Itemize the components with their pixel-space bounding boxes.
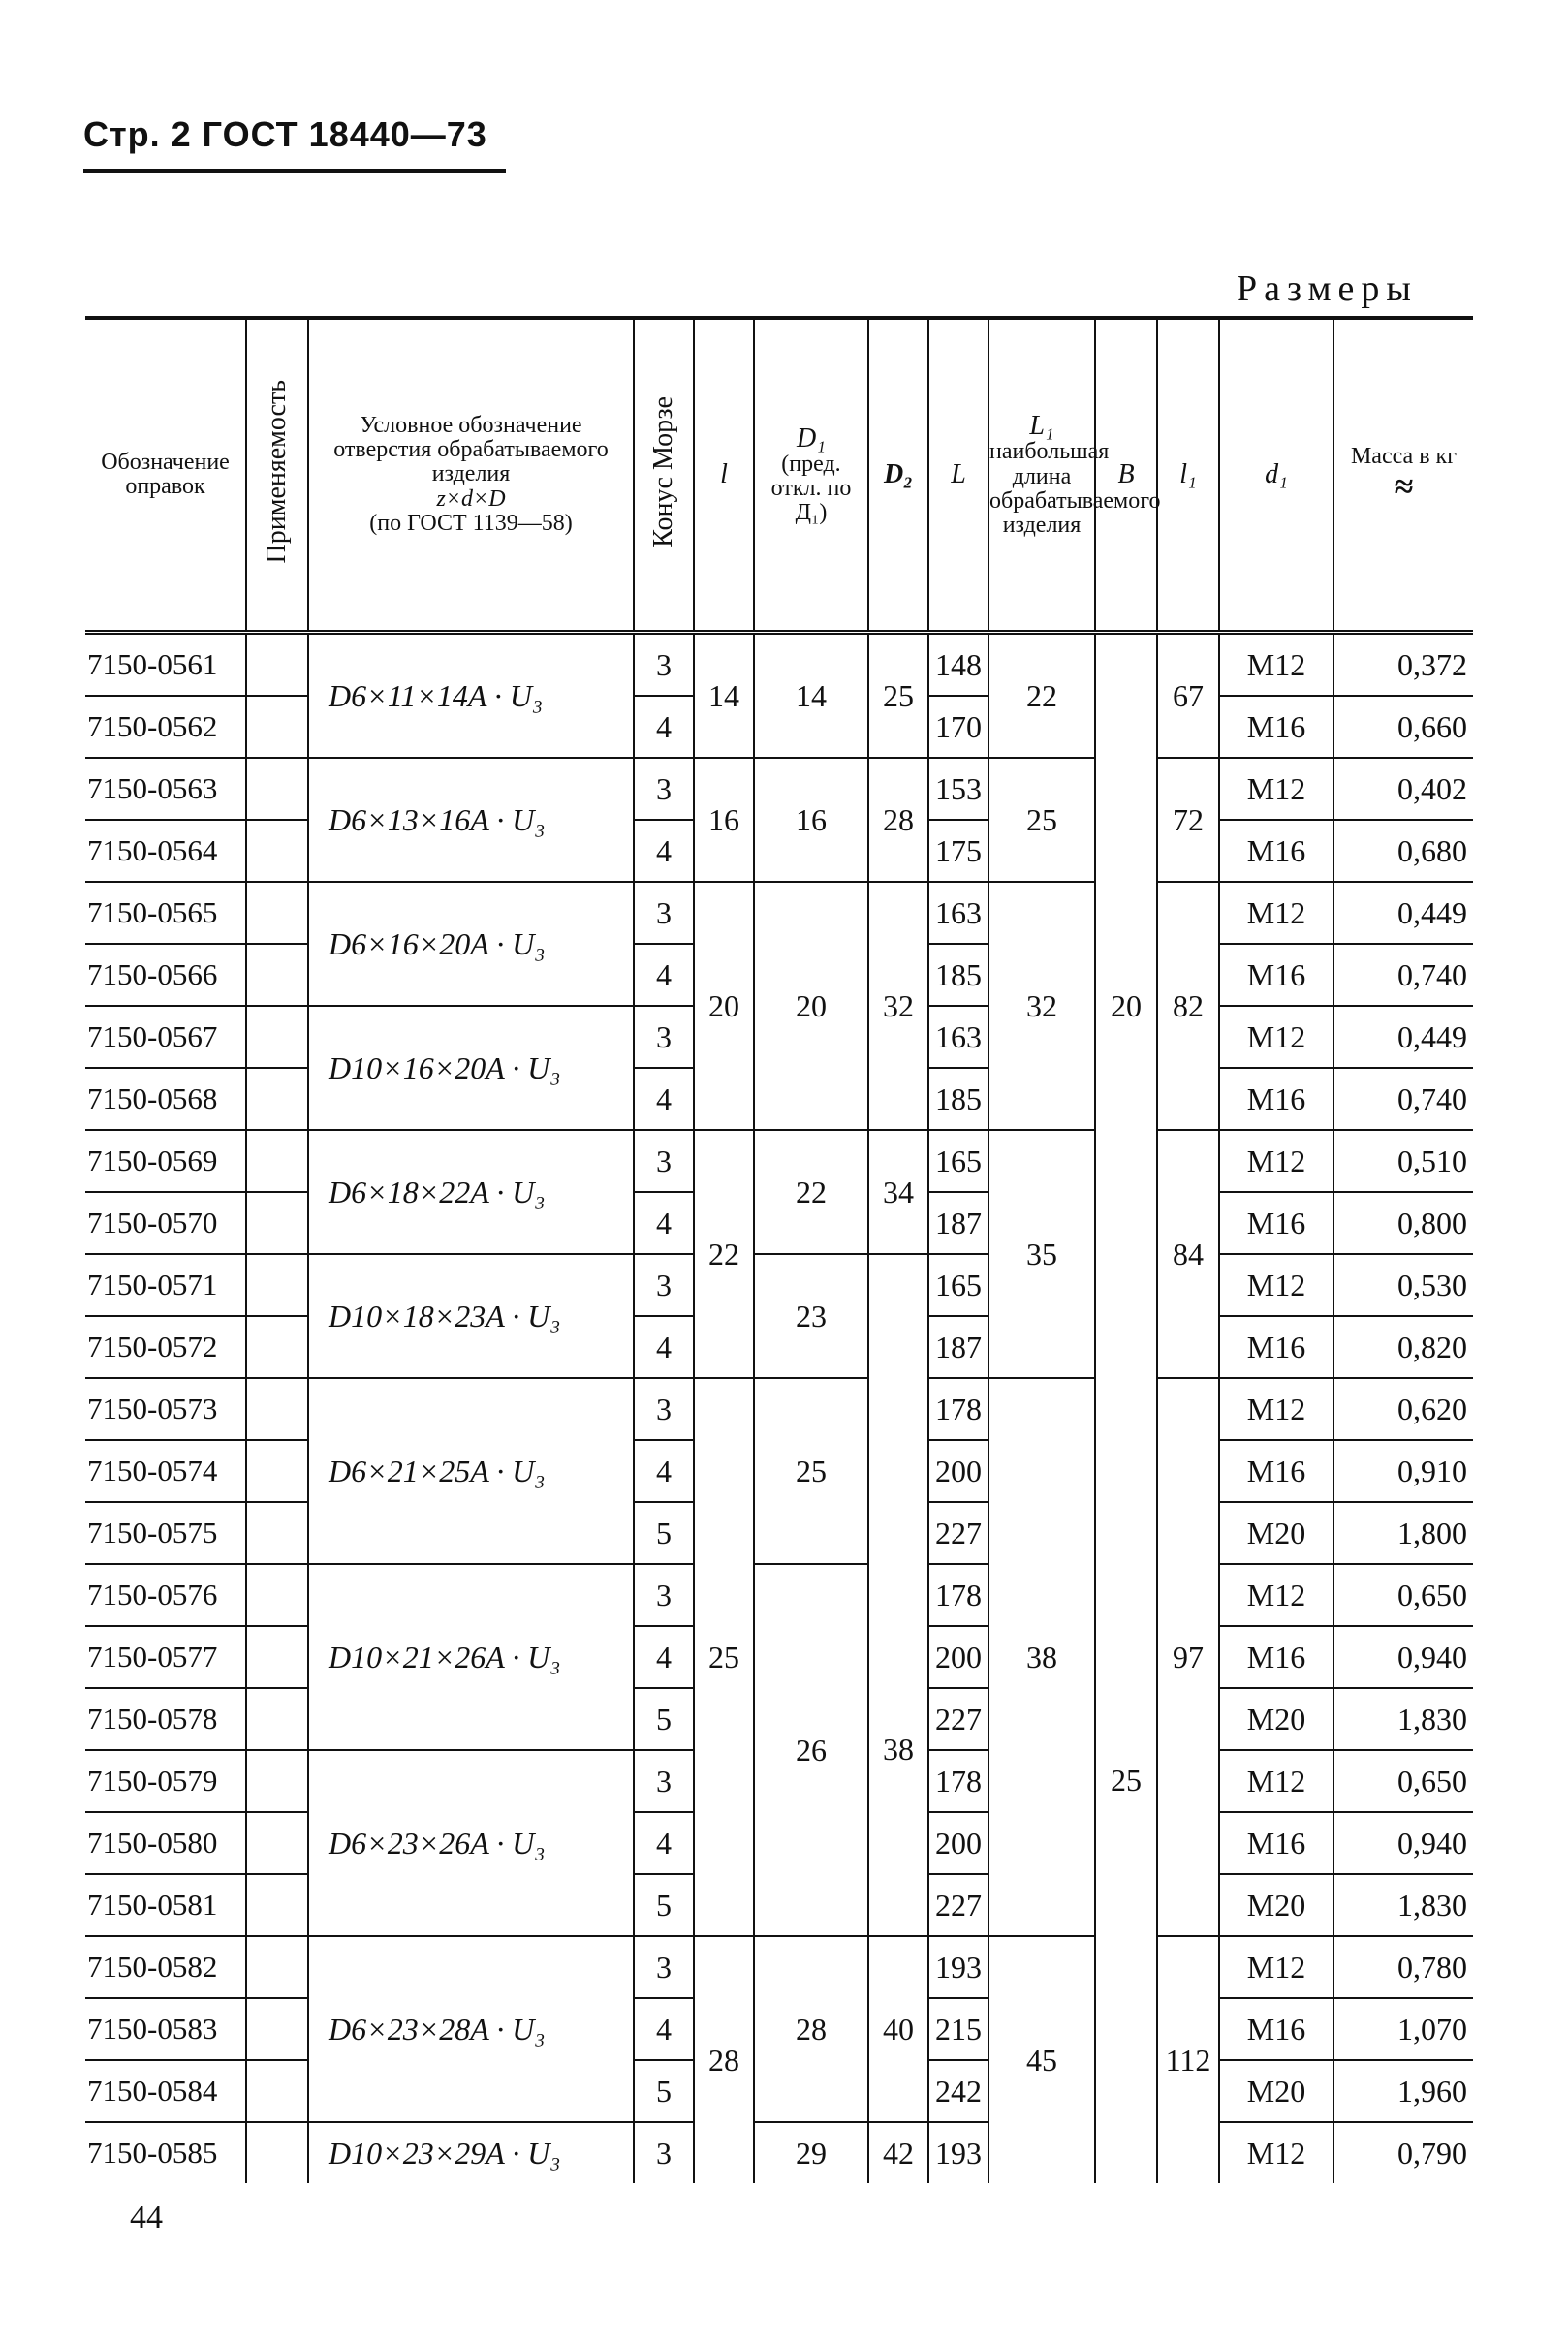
L-cell: 178 <box>928 1750 988 1812</box>
oboznachenie-cell: 7150-0585 <box>87 2136 218 2170</box>
massa-cell: 0,620 <box>1333 1378 1473 1440</box>
d1-cell: M16 <box>1219 1812 1333 1874</box>
konus-cell: 3 <box>634 1006 694 1068</box>
col-header-l: l <box>694 318 754 633</box>
massa-cell: 0,372 <box>1333 633 1473 697</box>
primenyaemost-cell <box>246 820 308 882</box>
L-cell: 185 <box>928 944 988 1006</box>
L-cell: 163 <box>928 882 988 944</box>
d1-cell: M16 <box>1219 1626 1333 1688</box>
primenyaemost-cell <box>246 1316 308 1378</box>
L-cell: 187 <box>928 1192 988 1254</box>
table-row <box>85 1130 1473 1192</box>
col-header-uslovnoe: Условное обозначение отверстия обрабатываемого изделия z×d×D (по ГОСТ 1139—58) <box>308 318 634 633</box>
l1-cell: 97 <box>1157 1378 1219 1936</box>
l-cell: 22 <box>694 1130 754 1378</box>
L-cell: 200 <box>928 1812 988 1874</box>
L1-cell: 45 <box>988 1936 1095 2183</box>
oboznachenie-cell: 7150-0567 <box>85 1006 246 1068</box>
d1-cell: M12 <box>1219 1378 1333 1440</box>
d1-cell: M12 <box>1219 1936 1333 1998</box>
primenyaemost-cell <box>246 1626 308 1688</box>
oboznachenie-cell: 7150-0564 <box>85 820 246 882</box>
d1-cell: M20 <box>1219 1874 1333 1936</box>
l1-cell: 112 <box>1157 1936 1219 2183</box>
L-cell: 165 <box>928 1130 988 1192</box>
l-cell: 16 <box>694 758 754 882</box>
massa-cell: 0,780 <box>1333 1936 1473 1998</box>
konus-cell: 3 <box>634 633 694 697</box>
oboznachenie-cell: 7150-0576 <box>85 1564 246 1626</box>
table-row <box>85 633 1473 697</box>
konus-cell: 5 <box>634 1874 694 1936</box>
uslovnoe-cell: D6×11×14A · U₃ <box>308 633 634 759</box>
L-cell: 200 <box>928 1626 988 1688</box>
oboznachenie-cell: 7150-0578 <box>85 1688 246 1750</box>
oboznachenie-cell: 7150-0573 <box>85 1378 246 1440</box>
oboznachenie-cell: 7150-0574 <box>85 1440 246 1502</box>
col-header-l1: l₁ <box>1157 318 1219 633</box>
oboznachenie-cell: 7150-0577 <box>85 1626 246 1688</box>
konus-cell: 4 <box>634 1192 694 1254</box>
table-row <box>85 1564 1473 1626</box>
primenyaemost-cell <box>246 2122 308 2183</box>
primenyaemost-cell <box>246 758 308 820</box>
primenyaemost-cell <box>246 1006 308 1068</box>
col-header-konus: Конус Морзе <box>634 318 694 633</box>
col-header-B: B <box>1095 318 1157 633</box>
massa-cell: 1,070 <box>1333 1998 1473 2060</box>
konus-cell: 4 <box>634 1440 694 1502</box>
l1-cell: 82 <box>1157 882 1219 1130</box>
primenyaemost-cell <box>246 1502 308 1564</box>
L-cell: 170 <box>928 696 988 758</box>
L1-cell: 25 <box>988 758 1095 882</box>
massa-cell: 0,530 <box>1333 1254 1473 1316</box>
spec-table-wrapper <box>85 316 1473 2183</box>
konus-cell: 4 <box>634 820 694 882</box>
massa-cell: 0,820 <box>1333 1316 1473 1378</box>
uslovnoe-cell: D10×16×20A · U₃ <box>308 1006 634 1130</box>
L-cell: 193 <box>928 1936 988 1998</box>
d1-cell: M16 <box>1219 696 1333 758</box>
L-cell: 148 <box>928 633 988 697</box>
L1-cell: 22 <box>988 633 1095 759</box>
col-header-L: L <box>928 318 988 633</box>
konus-cell: 4 <box>634 1812 694 1874</box>
primenyaemost-cell <box>246 1564 308 1626</box>
d1-cell: M20 <box>1219 1688 1333 1750</box>
l-cell: 20 <box>694 882 754 1130</box>
col-header-oboznachenie: Обозначение оправок <box>85 318 246 633</box>
header-row <box>85 318 1473 633</box>
primenyaemost-cell <box>246 944 308 1006</box>
d1-cell: M12 <box>1219 758 1333 820</box>
L-cell: 187 <box>928 1316 988 1378</box>
d1-cell: M12 <box>1219 882 1333 944</box>
L-cell: 227 <box>928 1502 988 1564</box>
primenyaemost-cell <box>246 1874 308 1936</box>
konus-cell: 3 <box>634 1936 694 1998</box>
col-header-massa: Масса в кг ≈ <box>1333 318 1473 633</box>
D1-cell: 20 <box>754 882 868 1130</box>
col-header-primenyaemost: Применяемость <box>246 318 308 633</box>
L1-cell: 32 <box>988 882 1095 1130</box>
konus-cell: 3 <box>634 2122 694 2183</box>
D2-cell: 42 <box>868 2122 928 2183</box>
D1-cell: 25 <box>754 1378 868 1564</box>
D2-cell: 38 <box>868 1564 928 1936</box>
D1-cell: 16 <box>754 758 868 882</box>
col-header-D1: D₁ (пред. откл. по Д₁) <box>754 318 868 633</box>
konus-cell: 4 <box>634 696 694 758</box>
konus-cell: 3 <box>634 1750 694 1812</box>
col-header-d1: d₁ <box>1219 318 1333 633</box>
d1-cell: M16 <box>1219 1998 1333 2060</box>
D2-cell <box>868 1254 928 1564</box>
L-cell: 165 <box>928 1254 988 1316</box>
primenyaemost-cell <box>246 1936 308 1998</box>
d1-cell: M12 <box>1219 2122 1333 2183</box>
L-cell: 163 <box>928 1006 988 1068</box>
d1-cell: M20 <box>1219 1502 1333 1564</box>
massa-cell: 1,830 <box>1333 1874 1473 1936</box>
d1-cell: M12 <box>1219 1254 1333 1316</box>
massa-cell: 0,740 <box>1333 944 1473 1006</box>
konus-cell: 4 <box>634 1626 694 1688</box>
primenyaemost-cell <box>246 1378 308 1440</box>
L-cell: 227 <box>928 1688 988 1750</box>
table-row <box>85 882 1473 944</box>
konus-cell: 4 <box>634 944 694 1006</box>
page-header: Стр. 2 ГОСТ 18440—73 <box>83 114 487 154</box>
massa-cell: 0,940 <box>1333 1626 1473 1688</box>
table-row <box>85 758 1473 820</box>
l1-cell: 67 <box>1157 633 1219 759</box>
oboznachenie-cell: 7150-0571 <box>85 1254 246 1316</box>
table-row <box>85 1378 1473 1440</box>
D2-cell: 25 <box>868 633 928 759</box>
D2-cell: 28 <box>868 758 928 882</box>
D1-cell: 14 <box>754 633 868 759</box>
d1-cell: M20 <box>1219 2060 1333 2122</box>
d1-cell: M16 <box>1219 1068 1333 1130</box>
massa-cell: 1,830 <box>1333 1688 1473 1750</box>
L-cell: 153 <box>928 758 988 820</box>
uslovnoe-cell: D6×23×28A · U₃ <box>308 1936 634 2122</box>
konus-cell: 4 <box>634 1316 694 1378</box>
massa-cell: 0,650 <box>1333 1564 1473 1626</box>
oboznachenie-cell: 7150-0575 <box>85 1502 246 1564</box>
primenyaemost-cell <box>246 1130 308 1192</box>
massa-cell: 0,740 <box>1333 1068 1473 1130</box>
konus-cell: 3 <box>634 1564 694 1626</box>
D2-cell: 34 <box>868 1130 928 1254</box>
oboznachenie-cell: 7150-0566 <box>85 944 246 1006</box>
table-row <box>85 1254 1473 1316</box>
L-cell: 178 <box>928 1564 988 1626</box>
massa-cell: 0,910 <box>1333 1440 1473 1502</box>
oboznachenie-cell: 7150-0579 <box>85 1750 246 1812</box>
L-cell: 193 <box>928 2122 988 2183</box>
D2-cell: 32 <box>868 882 928 1130</box>
D1-cell: 23 <box>754 1254 868 1378</box>
massa-cell: 0,800 <box>1333 1192 1473 1254</box>
massa-cell: 0,510 <box>1333 1130 1473 1192</box>
oboznachenie-cell: 7150-0582 <box>85 1936 246 1998</box>
primenyaemost-cell <box>246 882 308 944</box>
primenyaemost-cell <box>246 1192 308 1254</box>
oboznachenie-cell: 7150-0563 <box>85 758 246 820</box>
primenyaemost-cell <box>246 2060 308 2122</box>
d1-cell: M12 <box>1219 633 1333 697</box>
massa-cell: 1,960 <box>1333 2060 1473 2122</box>
uslovnoe-cell: D6×23×26A · U₃ <box>308 1750 634 1936</box>
primenyaemost-cell <box>246 1068 308 1130</box>
d1-cell: M16 <box>1219 820 1333 882</box>
l1-cell: 72 <box>1157 758 1219 882</box>
massa-cell: 0,650 <box>1333 1750 1473 1812</box>
oboznachenie-cell: 7150-0583 <box>85 1998 246 2060</box>
table-row <box>85 2122 1473 2183</box>
oboznachenie-cell: 7150-0562 <box>85 696 246 758</box>
primenyaemost-cell <box>246 1688 308 1750</box>
massa-cell: 0,449 <box>1333 1006 1473 1068</box>
uslovnoe-cell: D6×16×20A · U₃ <box>308 882 634 1006</box>
konus-cell: 5 <box>634 1688 694 1750</box>
oboznachenie-cell: 7150-0561 <box>85 633 246 697</box>
uslovnoe-cell: D10×18×23A · U₃ <box>308 1254 634 1378</box>
D1-cell: 28 <box>754 1936 868 2122</box>
primenyaemost-cell <box>246 633 308 697</box>
L-cell: 242 <box>928 2060 988 2122</box>
primenyaemost-cell <box>246 1440 308 1502</box>
l-cell: 14 <box>694 633 754 759</box>
d1-cell: M12 <box>1219 1006 1333 1068</box>
d1-cell: M16 <box>1219 1192 1333 1254</box>
uslovnoe-cell: D6×21×25A · U₃ <box>308 1378 634 1564</box>
L1-cell: 38 <box>988 1378 1095 1936</box>
l-cell: 25 <box>694 1378 754 1936</box>
oboznachenie-cell: 7150-0565 <box>85 882 246 944</box>
L-cell: 178 <box>928 1378 988 1440</box>
konus-cell: 3 <box>634 1378 694 1440</box>
primenyaemost-cell <box>246 1998 308 2060</box>
konus-cell: 3 <box>634 758 694 820</box>
primenyaemost-cell <box>246 1812 308 1874</box>
uslovnoe-cell: D10×21×26A · U₃ <box>308 1564 634 1750</box>
d1-cell: M12 <box>1219 1130 1333 1192</box>
D1-cell: 29 <box>754 2122 868 2183</box>
primenyaemost-cell <box>246 1254 308 1316</box>
massa-cell: 0,402 <box>1333 758 1473 820</box>
table-row <box>85 1936 1473 1998</box>
oboznachenie-cell: 7150-0568 <box>85 1068 246 1130</box>
uslovnoe-cell: D6×13×16A · U₃ <box>308 758 634 882</box>
massa-cell: 0,790 <box>1333 2122 1473 2183</box>
konus-cell: 4 <box>634 1998 694 2060</box>
d1-cell: M16 <box>1219 1440 1333 1502</box>
konus-cell: 5 <box>634 2060 694 2122</box>
oboznachenie-cell: 7150-0580 <box>85 1812 246 1874</box>
oboznachenie-cell: 7150-0572 <box>85 1316 246 1378</box>
uslovnoe-cell: D10×23×29A · U₃ <box>308 2122 634 2183</box>
primenyaemost-cell <box>246 696 308 758</box>
l1-cell: 84 <box>1157 1130 1219 1378</box>
page-number: 44 <box>130 2200 163 2236</box>
B-cell: 25 <box>1095 1378 1157 2183</box>
D1-cell: 26 <box>754 1564 868 1936</box>
L-cell: 200 <box>928 1440 988 1502</box>
D1-cell: 22 <box>754 1130 868 1254</box>
massa-cell: 0,449 <box>1333 882 1473 944</box>
massa-cell: 1,800 <box>1333 1502 1473 1564</box>
massa-cell: 0,940 <box>1333 1812 1473 1874</box>
l-cell: 28 <box>694 1936 754 2183</box>
B-cell: 20 <box>1095 633 1157 1379</box>
konus-cell: 3 <box>634 1130 694 1192</box>
oboznachenie-cell: 7150-0570 <box>85 1192 246 1254</box>
col-header-L1: L₁ наибольшая длина обрабатываемого изделия <box>988 318 1095 633</box>
konus-cell: 3 <box>634 1254 694 1316</box>
massa-cell: 0,660 <box>1333 696 1473 758</box>
uslovnoe-cell: D6×18×22A · U₃ <box>308 1130 634 1254</box>
L-cell: 227 <box>928 1874 988 1936</box>
d1-cell: M16 <box>1219 944 1333 1006</box>
konus-cell: 3 <box>634 882 694 944</box>
massa-cell: 0,680 <box>1333 820 1473 882</box>
header-rule <box>83 169 506 173</box>
primenyaemost-cell <box>246 1750 308 1812</box>
L-cell: 175 <box>928 820 988 882</box>
L-cell: 185 <box>928 1068 988 1130</box>
sizes-label: Размеры <box>1237 268 1418 309</box>
L1-cell: 35 <box>988 1130 1095 1378</box>
d1-cell: M12 <box>1219 1564 1333 1626</box>
konus-cell: 5 <box>634 1502 694 1564</box>
spec-table <box>85 316 1473 2183</box>
oboznachenie-cell: 7150-0584 <box>85 2060 246 2122</box>
konus-cell: 4 <box>634 1068 694 1130</box>
col-header-D2: D₂ <box>868 318 928 633</box>
oboznachenie-cell: 7150-0581 <box>85 1874 246 1936</box>
L-cell: 215 <box>928 1998 988 2060</box>
D2-cell: 40 <box>868 1936 928 2122</box>
d1-cell: M12 <box>1219 1750 1333 1812</box>
d1-cell: M16 <box>1219 1316 1333 1378</box>
oboznachenie-cell: 7150-0569 <box>85 1130 246 1192</box>
